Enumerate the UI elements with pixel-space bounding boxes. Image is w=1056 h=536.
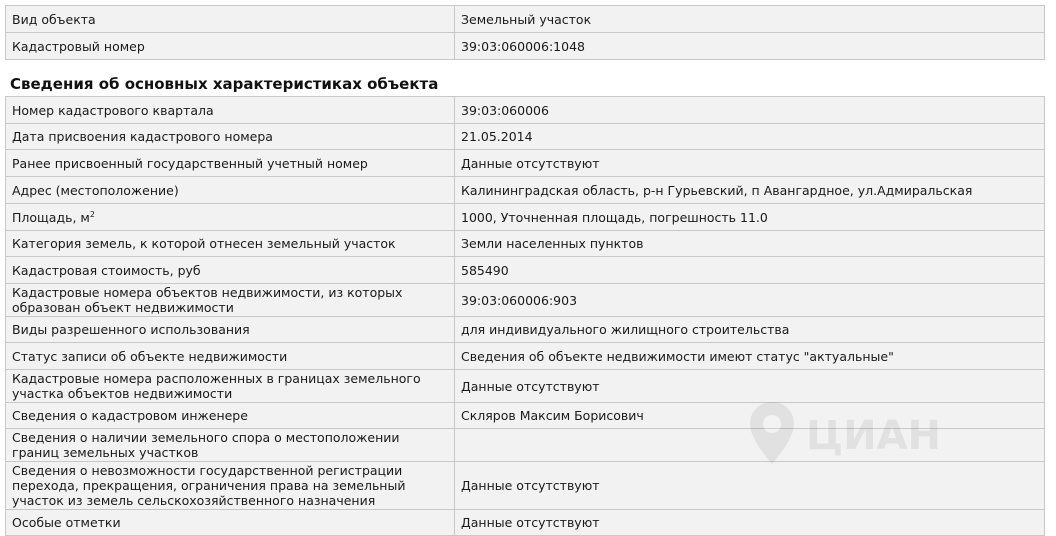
table-row (6, 510, 1045, 536)
table-row (6, 343, 1045, 370)
area-unit-superscript: 2 (89, 209, 95, 219)
row-label: Сведения о кадастровом инженере (6, 403, 455, 429)
row-value: Земельный участок (455, 6, 1045, 33)
table-row (6, 257, 1045, 284)
table-row (6, 284, 1045, 317)
table-row (6, 33, 1045, 60)
row-label: Кадастровая стоимость, руб (6, 257, 455, 284)
row-value: 21.05.2014 (455, 124, 1045, 150)
table-row (6, 462, 1045, 510)
row-label: Дата присвоения кадастрового номера (6, 124, 455, 150)
row-label: Кадастровые номера расположенных в границах земельного участка объектов недвижимости (6, 370, 455, 403)
table-row (6, 231, 1045, 257)
row-label: Адрес (местоположение) (6, 177, 455, 204)
table-row (6, 317, 1045, 343)
row-value: Данные отсутствуют (455, 370, 1045, 403)
table-row (6, 97, 1045, 124)
object-summary-table (5, 5, 1045, 60)
row-label: Сведения о наличии земельного спора о местоположении границ земельных участков (6, 429, 455, 462)
row-label: Кадастровые номера объектов недвижимости, из которых образован объект недвижимости (6, 284, 455, 317)
row-label: Особые отметки (6, 510, 455, 536)
row-label (6, 204, 455, 231)
row-value: для индивидуального жилищного строительства (455, 317, 1045, 343)
row-value: 39:03:060006 (455, 97, 1045, 124)
table-row (6, 124, 1045, 150)
row-value: Скляров Максим Борисович (455, 403, 1045, 429)
row-label: Ранее присвоенный государственный учетный номер (6, 150, 455, 177)
row-value: 585490 (455, 257, 1045, 284)
row-value: 39:03:060006:903 (455, 284, 1045, 317)
row-label: Категория земель, к которой отнесен земельный участок (6, 231, 455, 257)
row-label: Статус записи об объекте недвижимости (6, 343, 455, 370)
table-row (6, 403, 1045, 429)
row-value (455, 429, 1045, 462)
row-value: Земли населенных пунктов (455, 231, 1045, 257)
row-value: 39:03:060006:1048 (455, 33, 1045, 60)
row-value: Данные отсутствуют (455, 150, 1045, 177)
row-label: Вид объекта (6, 6, 455, 33)
row-value: Калининградская область, р-н Гурьевский, п Авангардное, ул.Адмиральская (455, 177, 1045, 204)
row-value: 1000, Уточненная площадь, погрешность 11.0 (455, 204, 1045, 231)
table-row (6, 370, 1045, 403)
table-row (6, 6, 1045, 33)
table-row (6, 429, 1045, 462)
row-value: Данные отсутствуют (455, 462, 1045, 510)
row-label: Номер кадастрового квартала (6, 97, 455, 124)
row-label: Виды разрешенного использования (6, 317, 455, 343)
row-label: Сведения о невозможности государственной регистрации перехода, прекращения, ограничения права на земельный участок из земель сельскохозяйственного назначения (6, 462, 455, 510)
section-title: Сведения об основных характеристиках объекта (10, 75, 439, 93)
characteristics-table (5, 96, 1045, 536)
table-row (6, 204, 1045, 231)
area-label-text: Площадь, м (12, 209, 90, 225)
table-row (6, 150, 1045, 177)
row-value: Сведения об объекте недвижимости имеют статус "актуальные" (455, 343, 1045, 370)
row-label: Кадастровый номер (6, 33, 455, 60)
row-value: Данные отсутствуют (455, 510, 1045, 536)
table-row (6, 177, 1045, 204)
